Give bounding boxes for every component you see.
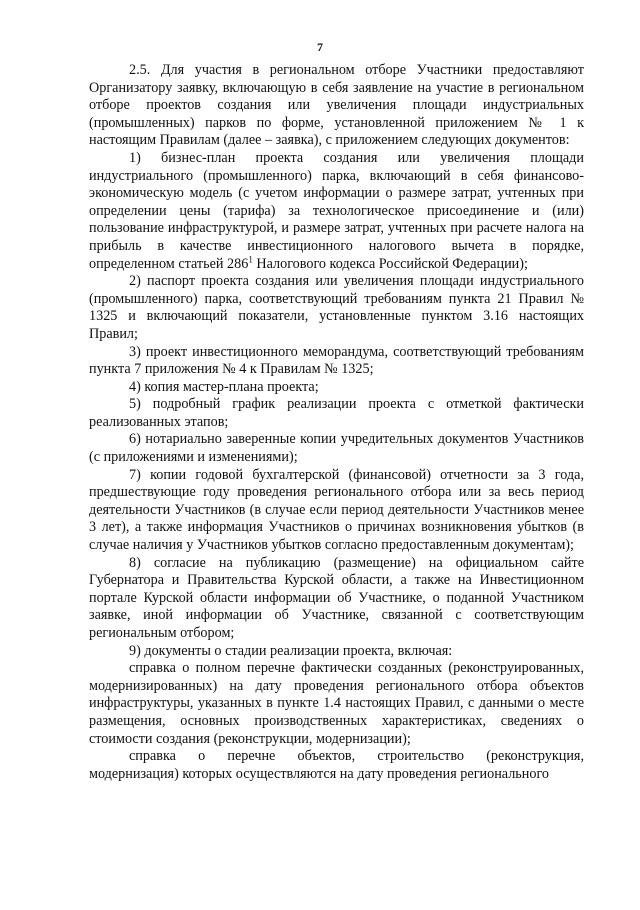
list-item-1-text: 1) бизнес-план проекта создания или увеличения площади индустриального (промышленного) парка, включающий в себя финансово-экономическую модель (с учетом информации о размере затрат, учтенных при определении цены (тарифа) за технологическое присоединение и (или) пользование инфраструктурой, и размере затрат, учтенных при расчете налога на прибыль в качестве инвестиционного налогового вычета в порядке, определенном статьей 286 [89, 149, 584, 272]
list-item-2: 2) паспорт проекта создания или увеличения площади индустриального (промышленного) парка, соответствующий требованиям пункта 21 Правил № 1325 и включающий показатели, установленные пунктом 3.16 настоящих Правил; [89, 273, 584, 342]
paragraph-2-5: 2.5. Для участия в региональном отборе Участники предоставляют Организатору заявку, включающую в себя заявление на участие в региональном отборе проектов создания или увеличения площади индустриальных (промышленных) парков по форме, установленной приложением № 1 к настоящим Правилам (далее – заявка), с приложением следующих документов: [89, 62, 584, 149]
list-item-8: 8) согласие на публикацию (размещение) на официальном сайте Губернатора и Правительства Курской области, а также на Инвестиционном портале Курской области информации об Участнике, о поданной Участником заявке, иной информации об Участнике, связанной с соответствующим региональным отбором; [89, 554, 584, 641]
list-item-5: 5) подробный график реализации проекта с отметкой фактически реализованных этапов; [89, 396, 584, 430]
document-body [89, 62, 584, 783]
page-number: 7 [317, 40, 323, 54]
list-item-1 [89, 150, 584, 273]
list-item-9: 9) документы о стадии реализации проекта, включая: [129, 642, 453, 659]
list-item-7: 7) копии годовой бухгалтерской (финансовой) отчетности за 3 года, предшествующие году проведения регионального отбора или за весь период деятельности Участников (в случае если период деятельности Участников менее 3 лет), а также информация Участников о причинах возникновения убытков (в случае наличия у Участников убытков согласно предоставленным документам); [89, 466, 584, 554]
list-item-3: 3) проект инвестиционного меморандума, соответствующий требованиям пункта 7 приложения № 4 к Правилам № 1325; [89, 343, 584, 378]
list-item-4: 4) копия мастер-плана проекта; [129, 378, 319, 395]
article-superscript: 1 [248, 253, 253, 264]
list-item-6: 6) нотариально заверенные копии учредительных документов Участников (с приложениями и изменениями); [89, 431, 584, 466]
list-item-1-tail: Налогового кодекса Российской Федерации); [252, 255, 528, 272]
certificate-paragraph-2: справка о перечне объектов, строительство (реконструкция, модернизация) которых осуществляются на дату проведения регионального [89, 748, 584, 782]
certificate-paragraph-1: справка о полном перечне фактически созданных (реконструированных, модернизированных) на дату проведения регионального отбора объектов инфраструктуры, указанных в пункте 1.4 настоящих Правил, с данными о месте размещения, основных производственных характеристиках, сведениях о стоимости создания (реконструкции, модернизации); [89, 660, 584, 747]
